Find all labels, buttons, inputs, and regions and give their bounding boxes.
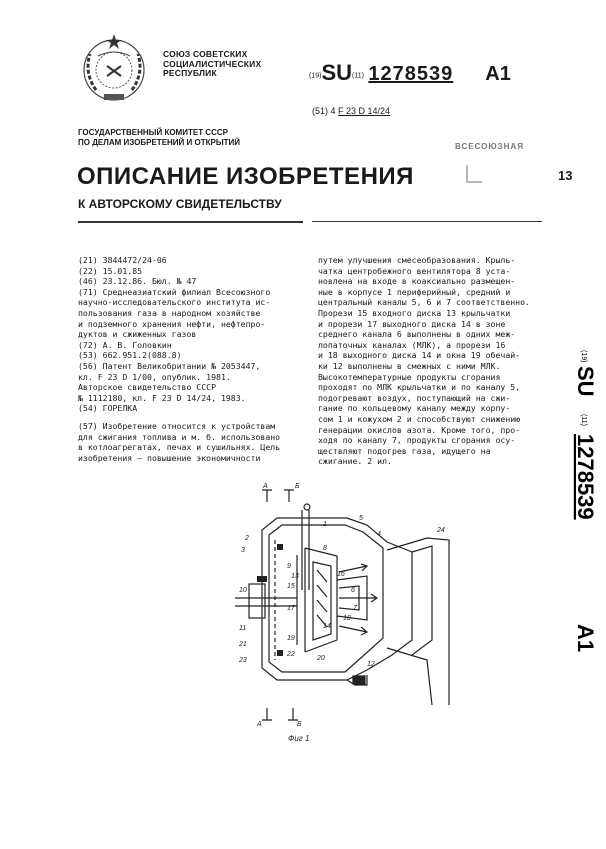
- bibliographic-data: [78, 255, 303, 463]
- title-divider: [312, 221, 542, 222]
- country-code-prefix: (19): [309, 72, 322, 80]
- state-emblem-icon: [74, 28, 154, 108]
- abstract-line: проходят по МЛК крыльчатки и по каналу 5,: [318, 382, 521, 393]
- union-line: РЕСПУБЛИК: [163, 68, 217, 78]
- biblio-line: (21) 3844472/24-06: [78, 255, 167, 265]
- part-label: 7: [353, 605, 357, 612]
- abstract-line: изобретения — повышение экономичности: [78, 452, 261, 463]
- part-label: 11: [239, 625, 247, 632]
- title-divider: [78, 221, 303, 223]
- abstract-continuation: [318, 255, 543, 467]
- side-number: 1278539: [573, 434, 598, 520]
- biblio-line: (46) 23.12.86. Бюл. № 47: [78, 276, 197, 287]
- patent-number: 1278539: [368, 63, 454, 85]
- section-label: А: [257, 721, 262, 728]
- abstract-line: новлена на входе в коаксиально размещен-: [318, 276, 516, 287]
- biblio-line: (54) ГОРЕЛКА: [78, 403, 138, 414]
- biblio-line: пользования газа в народном хозяйстве: [78, 307, 261, 318]
- abstract-line: генерации окислов азота. Кроме того, про-: [318, 424, 521, 435]
- union-line: СОЦИАЛИСТИЧЕСКИХ: [163, 58, 262, 69]
- abstract-line: для сжигания топлива и м. б. использовано: [78, 431, 281, 442]
- side-country: SU: [573, 366, 598, 397]
- committee-name: [78, 128, 240, 148]
- patent-kind: A1: [485, 63, 511, 85]
- abstract-line: гание по кольцевому каналу между корпу-: [318, 403, 511, 414]
- side-patent-id: [556, 348, 598, 678]
- stamp-number: 13: [558, 168, 573, 183]
- part-label: 12: [367, 661, 375, 668]
- burner-drawing: [227, 480, 462, 735]
- abstract-line: ные в корпусе 1 периферийный, средний и: [318, 286, 511, 297]
- biblio-line: (56) Патент Великобритании № 2053447,: [78, 360, 261, 371]
- part-label: 23: [239, 657, 247, 664]
- ipc-prefix: (51) 4: [312, 106, 336, 116]
- section-label: А: [263, 483, 268, 490]
- biblio-line: (72) А. В. Головкин: [78, 339, 172, 350]
- side-code-19: (19): [580, 350, 587, 363]
- abstract-line: и прорези 17 выходного диска 14 в зоне: [318, 318, 506, 329]
- part-label: 4: [377, 531, 381, 538]
- biblio-line: (71) Среднеазиатский филиал Всесоюзного: [78, 286, 271, 297]
- part-label: 16: [337, 571, 345, 578]
- abstract-line: подогревают воздух, поступающий на сжи-: [318, 392, 511, 403]
- part-label: 13: [291, 573, 299, 580]
- abstract-line: ходя по каналу 7, продукты сгорания осу-: [318, 435, 516, 446]
- part-label: 21: [239, 641, 247, 648]
- biblio-line: и подземного хранения нефти, нефтепро-: [78, 318, 266, 329]
- biblio-line: научно-исследовательского института ис-: [78, 297, 271, 308]
- part-label: 5: [359, 515, 363, 522]
- part-label: 14: [323, 623, 331, 630]
- country-code: SU: [321, 60, 353, 85]
- abstract-line: сом 1 и кожухом 2 и способствуют снижению: [318, 413, 521, 424]
- biblio-line: № 1112180, кл. F 23 D 14/24, 1983.: [78, 392, 246, 403]
- biblio-line: дуктов и сжиженных газов: [78, 329, 197, 340]
- abstract-line: сжигание. 2 ил.: [318, 456, 392, 467]
- abstract-line: среднего канала 6 выполнены в одних меж-: [318, 329, 516, 340]
- abstract-line: (57) Изобретение относится к устройствам: [78, 420, 276, 431]
- biblio-line: (22) 15.01.85: [78, 265, 143, 276]
- union-name: [163, 50, 261, 79]
- abstract-line: чатка центробежного вентилятора 8 уста-: [318, 265, 511, 276]
- part-label: 17: [287, 605, 295, 612]
- number-code-prefix: (11): [352, 72, 364, 80]
- abstract-line: и 18 выходного диска 14 и окна 19 обечай-: [318, 350, 521, 361]
- part-label: 22: [287, 651, 295, 658]
- part-label: 20: [317, 655, 325, 662]
- abstract-line: ществляют подогрев газа, идущего на: [318, 445, 491, 456]
- biblio-line: кл. F 23 D 1/00, опублик. 1981.: [78, 371, 231, 382]
- stamp-mark: [466, 165, 482, 183]
- biblio-line: Авторское свидетельство СССР: [78, 382, 217, 393]
- committee-line: ПО ДЕЛАМ ИЗОБРЕТЕНИЙ И ОТКРЫТИЙ: [78, 138, 241, 147]
- part-label: 18: [343, 615, 351, 622]
- document-subtitle: К АВТОРСКОМУ СВИДЕТЕЛЬСТВУ: [78, 197, 282, 211]
- part-label: 2: [245, 535, 249, 542]
- committee-line: ГОСУДАРСТВЕННЫЙ КОМИТЕТ СССР: [78, 128, 228, 137]
- part-label: 15: [287, 583, 295, 590]
- abstract-line: Прорези 15 входного диска 13 крыльчатки: [318, 307, 511, 318]
- figure-caption: Фиг 1: [288, 734, 310, 743]
- part-label: 1: [323, 521, 327, 528]
- part-label: 3: [241, 547, 245, 554]
- ipc-code: F 23 D 14/24: [338, 106, 391, 116]
- section-label: Б: [297, 721, 302, 728]
- abstract-line: лопаточных каналах (МЛК), а прорези 16: [318, 339, 506, 350]
- ipc-classification: [312, 106, 390, 116]
- abstract-line: путем улучшения смесеобразования. Крыль-: [318, 255, 516, 265]
- abstract-line: в котлоагрегатах, печах и сушильнях. Цель: [78, 442, 281, 453]
- patent-number-block: [309, 60, 511, 86]
- document-title: ОПИСАНИЕ ИЗОБРЕТЕНИЯ: [77, 163, 414, 190]
- abstract-line: ки 12 выполнены в смежных с ними МЛК.: [318, 360, 501, 371]
- abstract-line: Высокотемпературные продукты сгорания: [318, 371, 501, 382]
- biblio-line: (53) 662.951.2(088.8): [78, 350, 182, 361]
- part-label: 10: [239, 587, 247, 594]
- library-stamp: ВСЕСОЮЗНАЯ: [455, 142, 524, 151]
- section-label: Б: [295, 483, 300, 490]
- part-label: 19: [287, 635, 295, 642]
- side-code-11: (11): [580, 414, 587, 426]
- union-line: СОЮЗ СОВЕТСКИХ: [163, 49, 248, 59]
- part-label: 9: [287, 563, 291, 570]
- side-kind: A1: [573, 624, 598, 653]
- part-label: 8: [323, 545, 327, 552]
- part-label: 6: [351, 587, 355, 594]
- abstract-line: центральный каналы 5, 6 и 7 соответственно.: [318, 297, 530, 308]
- part-label: 24: [437, 527, 445, 534]
